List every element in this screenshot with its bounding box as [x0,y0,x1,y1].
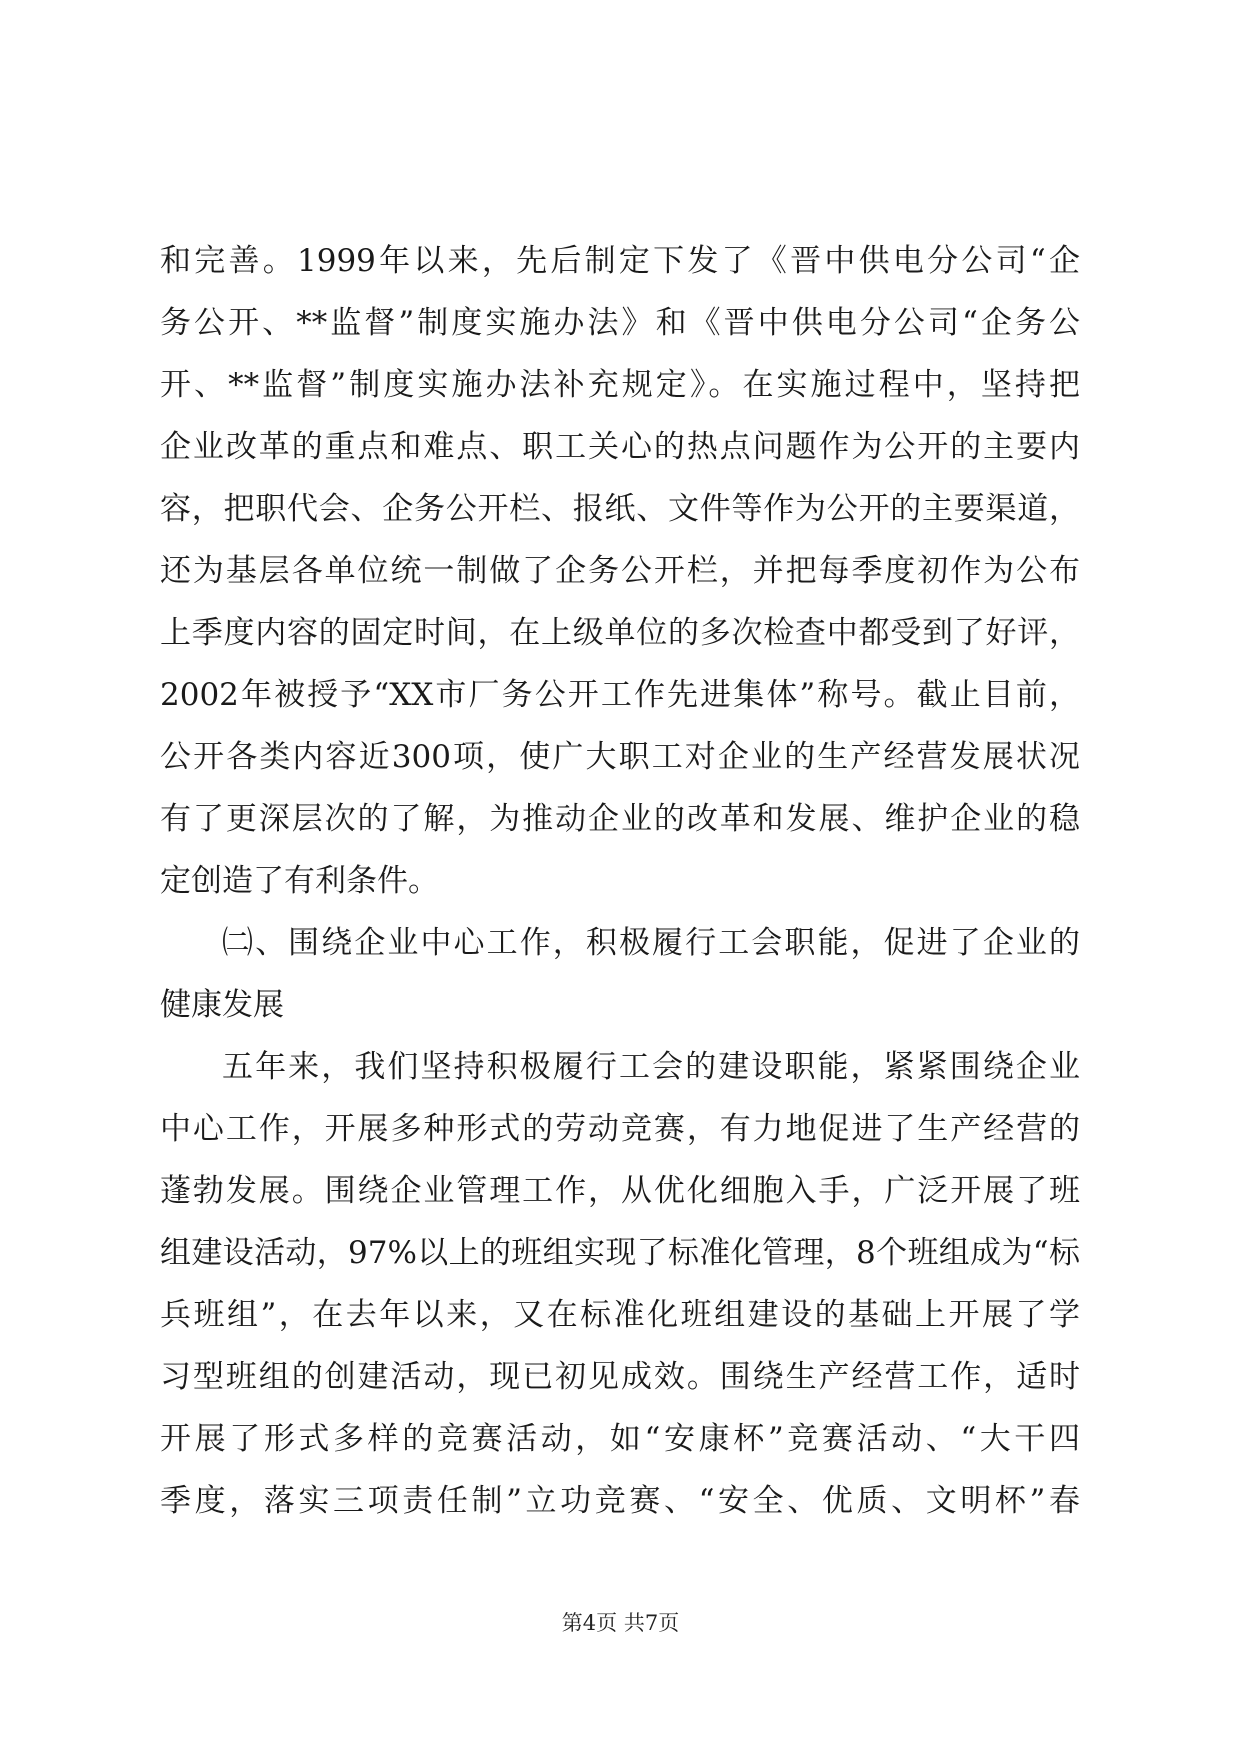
text-line: 定创造了有利条件。 [160,863,439,899]
text-line: 有了更深层次的了解，为推动企业的改革和发展、维护企业的稳 [160,801,1080,837]
text-line: 务公开、**监督”制度实施办法》和《晋中供电分公司“企务公 [160,305,1080,341]
text-line: 还为基层各单位统一制做了企务公开栏，并把每季度初作为公布 [160,553,1080,589]
text-line: 蓬勃发展。围绕企业管理工作，从优化细胞入手，广泛开展了班 [160,1173,1080,1209]
text-line: 企业改革的重点和难点、职工关心的热点问题作为公开的主要内 [160,429,1080,465]
text-line: 和完善。1999年以来，先后制定下发了《晋中供电分公司“企 [160,243,1080,279]
text-line: 容，把职代会、企务公开栏、报纸、文件等作为公开的主要渠道， [160,491,1080,527]
section-heading-line: 健康发展 [160,987,284,1023]
text-line: 兵班组”，在去年以来，又在标准化班组建设的基础上开展了学 [160,1297,1080,1333]
text-line: 组建设活动，97%以上的班组实现了标准化管理，8个班组成为“标 [160,1235,1080,1271]
page-number-footer: 第4页 共7页 [561,1611,680,1635]
text-line: 中心工作，开展多种形式的劳动竞赛，有力地促进了生产经营的 [160,1111,1080,1147]
document-body [160,230,1080,1532]
text-line: 季度，落实三项责任制”立功竞赛、“安全、优质、文明杯”春 [160,1483,1080,1519]
text-line: 开、**监督”制度实施办法补充规定》。在实施过程中，坚持把 [160,367,1080,403]
section-heading-line: ㈡、围绕企业中心工作，积极履行工会职能，促进了企业的 [222,925,1080,961]
text-line: 上季度内容的固定时间，在上级单位的多次检查中都受到了好评， [160,615,1080,651]
text-line: 习型班组的创建活动，现已初见成效。围绕生产经营工作，适时 [160,1359,1080,1395]
text-line: 开展了形式多样的竞赛活动，如“安康杯”竞赛活动、“大干四 [160,1421,1080,1457]
text-line: 公开各类内容近300项，使广大职工对企业的生产经营发展状况 [160,739,1080,775]
text-line: 五年来，我们坚持积极履行工会的建设职能，紧紧围绕企业 [222,1049,1080,1085]
text-line: 2002年被授予“XX市厂务公开工作先进集体”称号。截止目前， [160,677,1080,713]
